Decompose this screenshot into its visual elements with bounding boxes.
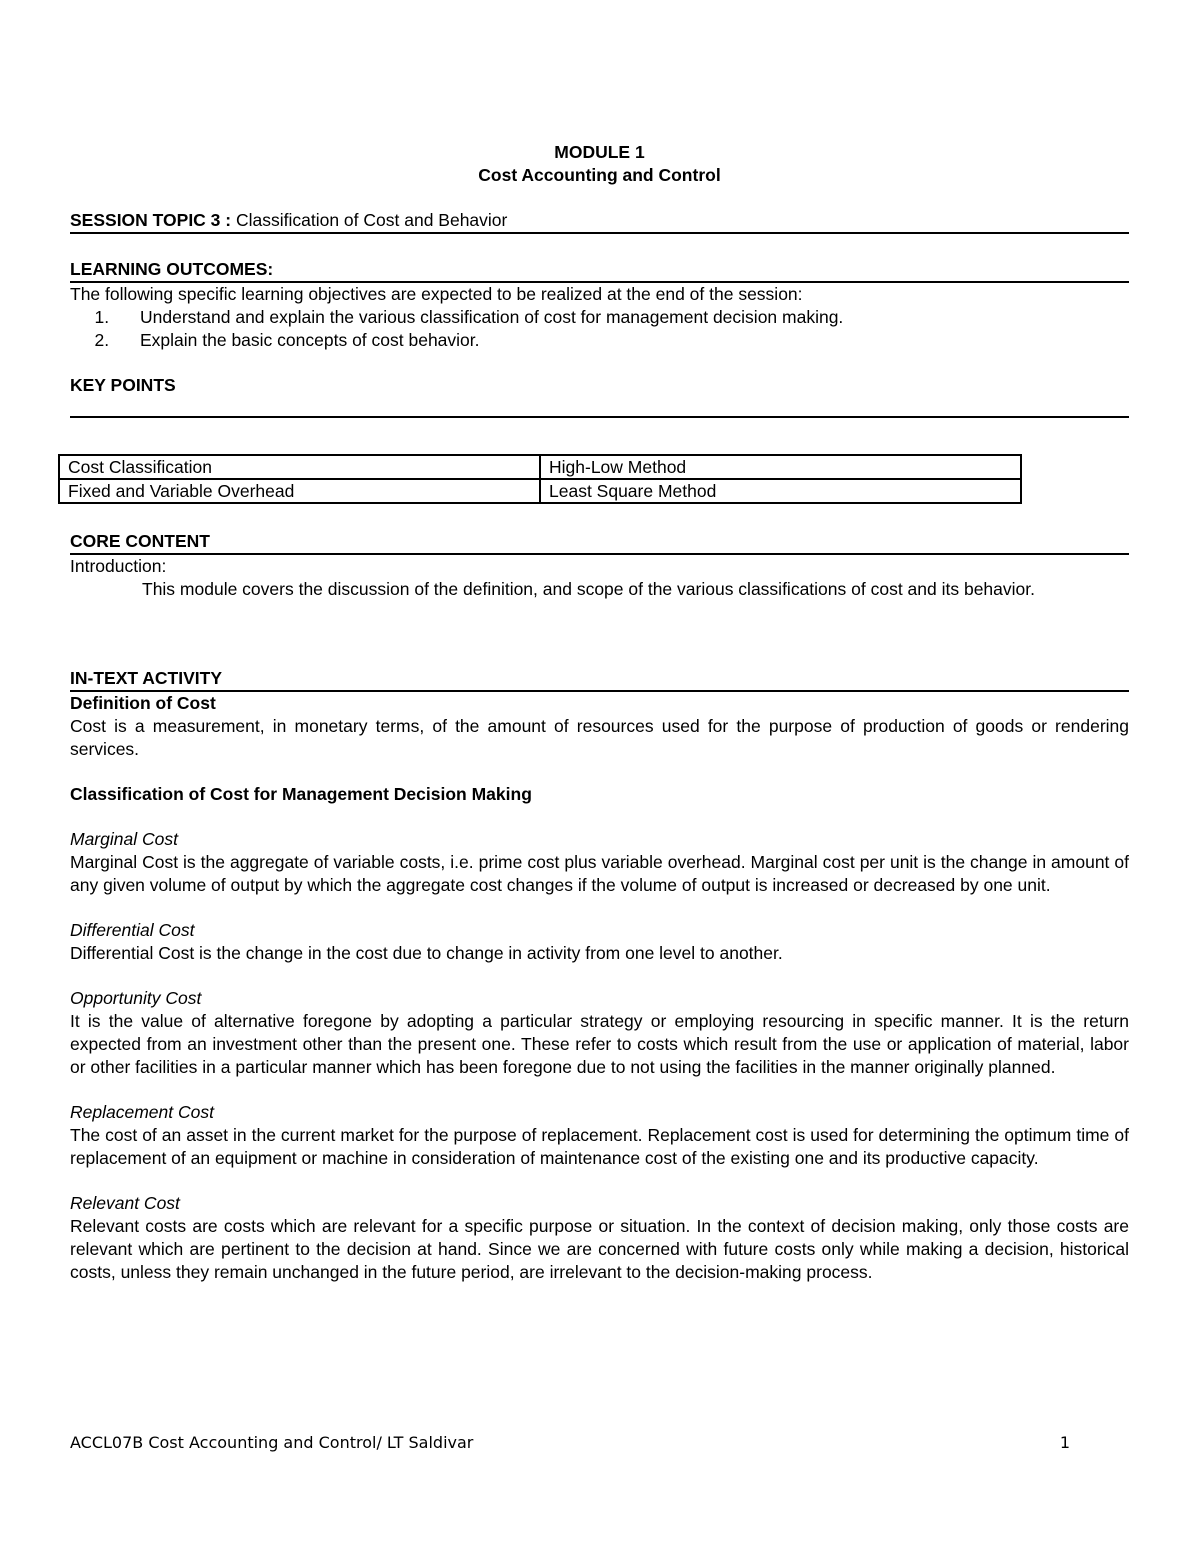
table-cell: Fixed and Variable Overhead	[59, 479, 540, 503]
term-text: The cost of an asset in the current market for the purpose of replacement. Replacement cost is used for determining the optimum time of replacement of an equipment or machine in consideration of maintenance cost of the existing one and its productive capacity.	[70, 1125, 1129, 1168]
key-points-rule	[70, 397, 1129, 418]
learning-outcomes-list	[70, 306, 1129, 352]
term-text: Relevant costs are costs which are relevant for a specific purpose or situation. In the context of decision making, only those costs are relevant which are pertinent to the decision at hand. Since we are concerned with future costs only while making a decision, historical costs, unless they remain unchanged in the future period, are irrelevant to the decision-making process.	[70, 1216, 1129, 1282]
key-points-heading: KEY POINTS	[70, 375, 176, 395]
term-text: Marginal Cost is the aggregate of variable costs, i.e. prime cost plus variable overhead. Marginal cost per unit is the change in amount of any given volume of output by which the aggregate cost changes if the volume of output is increased or decreased by one unit.	[70, 852, 1129, 895]
list-item: 1. Understand and explain the various classification of cost for management decision making.	[114, 306, 1129, 329]
session-topic-value: Classification of Cost and Behavior	[231, 210, 508, 230]
term-text: Differential Cost is the change in the cost due to change in activity from one level to another.	[70, 943, 783, 963]
classification-heading: Classification of Cost for Management Decision Making	[70, 784, 532, 804]
session-topic-label: SESSION TOPIC 3 :	[70, 210, 232, 230]
list-item: 2. Explain the basic concepts of cost behavior.	[114, 329, 1129, 352]
document-page	[70, 141, 1129, 1284]
key-points-table	[58, 454, 1022, 504]
learning-outcomes-intro: The following specific learning objectives are expected to be realized at the end of the session:	[70, 284, 803, 304]
learning-outcomes-heading: LEARNING OUTCOMES:	[70, 258, 1129, 283]
intro-text: This module covers the discussion of the definition, and scope of the various classifications of cost and its behavior.	[142, 579, 1035, 599]
term-title: Relevant Cost	[70, 1193, 180, 1213]
table-cell: Least Square Method	[540, 479, 1021, 503]
page-footer	[70, 1433, 1070, 1452]
term-title: Marginal Cost	[70, 829, 178, 849]
in-text-activity-heading: IN-TEXT ACTIVITY	[70, 667, 1129, 692]
table-row	[59, 479, 1021, 503]
term-title: Replacement Cost	[70, 1102, 214, 1122]
definition-heading: Definition of Cost	[70, 693, 216, 713]
module-title: Cost Accounting and Control	[478, 165, 721, 185]
definition-text: Cost is a measurement, in monetary terms, of the amount of resources used for the purpose of production of goods or rendering services.	[70, 716, 1129, 759]
table-cell: Cost Classification	[59, 455, 540, 479]
table-row	[59, 455, 1021, 479]
footer-text: ACCL07B Cost Accounting and Control/ LT Saldivar	[70, 1433, 474, 1452]
session-topic	[70, 209, 1129, 234]
table-cell: High-Low Method	[540, 455, 1021, 479]
term-title: Differential Cost	[70, 920, 195, 940]
intro-label: Introduction:	[70, 556, 167, 576]
page-number: 1	[1059, 1433, 1070, 1452]
module-number: MODULE 1	[554, 142, 645, 162]
term-title: Opportunity Cost	[70, 988, 202, 1008]
term-text: It is the value of alternative foregone by adopting a particular strategy or employing resourcing in specific manner. It is the return expected from an investment other than the present one. These refer to costs which result from the use or application of material, labor or other facilities in a particular manner which has been foregone due to not using the facilities in the manner originally planned.	[70, 1011, 1129, 1077]
core-content-heading: CORE CONTENT	[70, 530, 1129, 555]
